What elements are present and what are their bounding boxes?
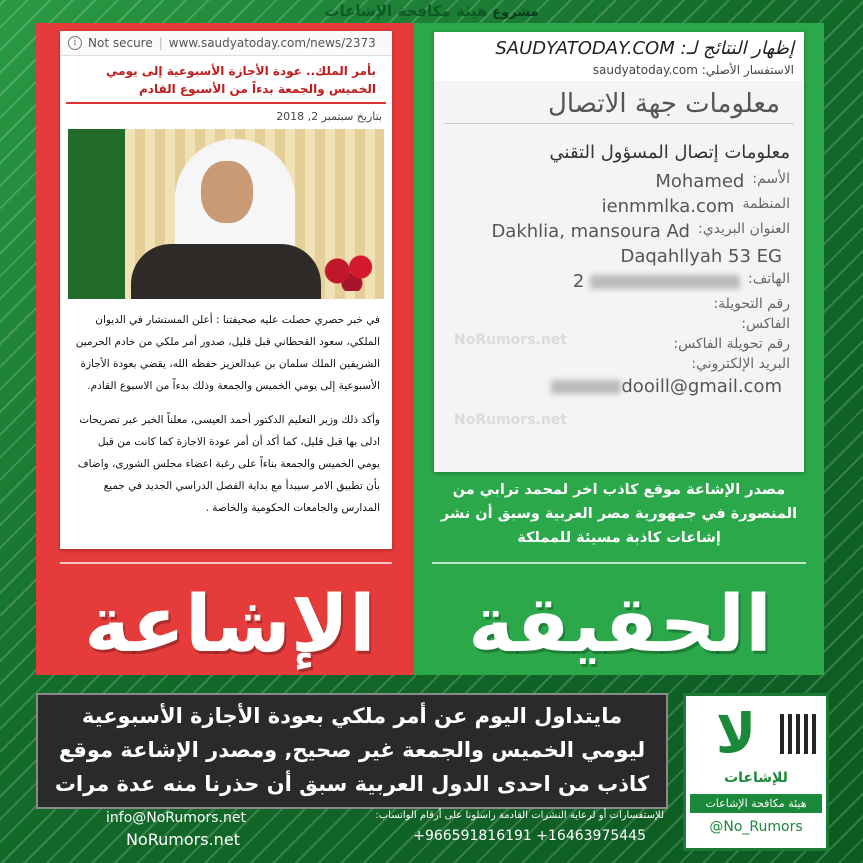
contact-note: للإستفسارات أو لرعاية النشرات القادمة راسلونا على أرقام الواتساب:: [375, 810, 664, 821]
whois-row: [434, 294, 804, 314]
article-url: www.saudyatoday.com/news/2373: [168, 36, 376, 50]
banner-prefix: مشروع: [492, 5, 539, 20]
watermark: NoRumors.net: [454, 332, 567, 348]
whois-row: [434, 169, 804, 194]
info-icon: i: [68, 36, 82, 50]
rumor-label: الإشاعة: [84, 580, 376, 670]
photo-face: [201, 161, 253, 223]
whois-value: Mohamed: [655, 171, 745, 192]
whois-key: المنظمة: [742, 196, 790, 212]
truth-divider: [432, 562, 806, 564]
article-paragraph: وأكد ذلك وزير التعليم الدكتور أحمد العيسى، معلناً الخبر عبر تصريحات ادلى بها قبل قليل، كما أكد أن أمر عودة الاجازة كما كانت من قبل يومي الخميس والجمعة بناءاً على رغبة اعضاء مجلس الشورى، واضاف بأن تطبيق الامر سيبدأ مع بداية الفصل الدراسي الجديد في جميع المدارس والجامعات الحكومية والخاصة .: [77, 414, 380, 514]
article-title: بأمر الملك.. عودة الأجازة الأسبوعية إلى يومي الخميس والجمعة بدءاً من الأسبوع القادم: [66, 56, 386, 104]
footer: [36, 808, 664, 858]
whois-card: [434, 32, 804, 472]
url-security-status: Not secure: [88, 36, 153, 50]
summary-text: مايتداول اليوم عن أمر ملكي بعودة الأجازة الأسبوعية ليومي الخميس والجمعة غير صحيح, ومصدر الإشاعة موقع كاذب من احدى الدول العربية سبق أن حذرنا منه عدة مرات: [54, 704, 650, 796]
photo-roses: [320, 251, 378, 291]
whois-heading: معلومات جهة الاتصال: [444, 81, 794, 124]
whois-key: البريد الإلكتروني:: [691, 356, 790, 372]
truth-explanation: مصدر الإشاعة موقع كاذب اخر لمحمد ترابي من المنصورة في جمهورية مصر العربية وسبق أن نشر إشاعات كاذبة مسيئة للمملكة: [440, 482, 798, 546]
watermark: NoRumors.net: [454, 412, 567, 428]
whois-row: [434, 219, 804, 244]
whois-row: [434, 244, 804, 269]
whois-query: إظهار النتائج لـ: SAUDYATODAY.COM: [495, 38, 794, 59]
summary-box: [36, 693, 668, 809]
url-separator: |: [158, 36, 163, 50]
banner-organization: هيئة مكافحة الإشاعات: [324, 2, 488, 20]
whois-subheading: معلومات إتصال المسؤول التقني: [549, 142, 790, 163]
whois-row: [434, 374, 804, 399]
whatsapp-numbers: +966591816191 +16463975445: [413, 828, 646, 844]
logo-word: للإشاعات: [724, 770, 788, 786]
photo-robe: [131, 244, 321, 299]
article-date: بتاريخ سبتمبر 2, 2018: [276, 110, 382, 123]
whois-original-query: الاستفسار الأصلي: saudyatoday.com: [592, 63, 794, 77]
organization-logo: [683, 693, 829, 851]
whois-key: الفاكس:: [741, 316, 790, 332]
whois-header: [434, 32, 804, 81]
browser-url-bar: [60, 31, 392, 56]
article-paragraph: في خبر حصري حصلت عليه صحيفتنا : أعلن المستشار في الديوان الملكي، سعود القحطاني قبل قليل، صدور أمر ملكي من خادم الحرمين الشريفين الملك سلمان بن عبدالعزيز حفظه الله، يقضي بعودة الأجازة الأسبوعية إلى يومي الخميس والجمعة وذلك بدءاً من الاسبوع القادم.: [75, 314, 380, 392]
redacted-email: [551, 380, 621, 394]
logo-org-name: هيئة مكافحة الإشاعات: [690, 794, 822, 813]
whois-value: [573, 271, 740, 292]
whois-key: العنوان البريدي:: [697, 221, 790, 237]
whois-row: [434, 354, 804, 374]
photo-flag: [68, 129, 125, 299]
truth-label: الحقيقة: [468, 580, 772, 670]
whois-value: [551, 376, 782, 397]
rumor-divider: [60, 562, 392, 564]
whois-value: Dakhlia, mansoura Ad: [491, 221, 690, 242]
redacted-phone: [590, 275, 740, 289]
phone-prefix: 2: [572, 271, 585, 292]
website-link: NoRumors.net: [126, 830, 240, 849]
article-body: [60, 299, 392, 519]
whois-row: [434, 269, 804, 294]
twitter-handle: @No_Rumors: [709, 819, 803, 835]
email-domain: dooill@gmail.com: [621, 376, 782, 397]
rumor-article-screenshot: [60, 31, 392, 549]
top-banner: [0, 0, 863, 22]
qr-code-icon: [780, 714, 820, 754]
whois-row: [434, 194, 804, 219]
whois-key: رقم التحويلة:: [713, 296, 790, 312]
article-photo: [68, 129, 384, 299]
whois-value: Daqahllyah 53 EG: [620, 246, 782, 267]
whois-key: الأسم:: [752, 171, 790, 187]
whois-value: ienmmlka.com: [601, 196, 735, 217]
whois-key: رقم تحويلة الفاكس:: [673, 336, 790, 352]
contact-email: info@NoRumors.net: [106, 810, 246, 826]
logo-mark: لا: [715, 702, 757, 765]
whois-row: [434, 314, 804, 334]
whois-key: الهاتف:: [748, 271, 790, 287]
